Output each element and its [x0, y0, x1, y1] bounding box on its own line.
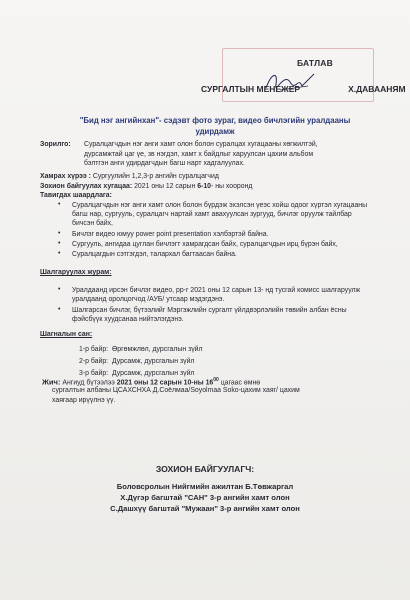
bullet-icon: • [58, 250, 61, 257]
organizers-heading: ЗОХИОН БАЙГУУЛАГЧ: [155, 464, 255, 474]
award-prize: Дурсамж, дурсгалын зүйл [111, 358, 195, 365]
submission-post: цагаас өмнө [218, 379, 261, 387]
deadline-date: 2021 оны 12 сарын [134, 182, 196, 190]
scope-row [40, 172, 219, 181]
requirement-item-2: Бичлэг видео юмуу power point presentation хэлбэртэй байна. [72, 230, 269, 238]
award-row-2 [79, 357, 194, 366]
award-prize: Өргөмжлөл, дурсгалын зүйл [111, 346, 203, 353]
submission-label: Жич: [42, 377, 61, 387]
goal-label: Зорилго: [40, 141, 71, 148]
approval-title: БАТЛАВ [297, 58, 333, 68]
submission-line-3: хаягаар ирүүлнэ үү. [52, 397, 116, 404]
deadline-suffix: - ны хооронд [211, 182, 253, 190]
award-prize: Дурсамж, дурсгалын зүйл [111, 370, 195, 377]
scope-label: Хамрах хүрээ : [40, 173, 91, 180]
deadline-label: Зохион байгуулах хугацаа: [40, 182, 133, 190]
goal-line-2: дурсамжтай цаг үе, зв нэгдэл, хамт х байдлыг харуулсан цахим альбом [84, 150, 314, 158]
approval-line [201, 84, 406, 94]
scope-text: Сургуулийн 1,2,3-р ангийн суралцагчид [92, 173, 219, 180]
deadline-days: 6-10 [197, 182, 212, 190]
award-row-1 [79, 345, 203, 354]
approval-position: СУРГАЛТЫН МЕНЕЖЕР [201, 84, 301, 94]
bullet-icon: • [58, 240, 61, 247]
requirement-item-1: Суралцагчдын нэг анги хамт олон болон бүрдэж эхэлсэн үеэс хойш одоог хүртэл хугацааны багш нар, сургууль, суралцагч нартай хамт авахуулсан зургууд, бичлэг оруулж тайлбар бичсэн байх, [72, 201, 368, 228]
award-place: 1-р байр: [79, 346, 109, 353]
submission-line-2: сургалтын албаны ЦСАХСНХА Д.Соёлмаа/Soyolmaa Soko-цахим хаяг/ цахим [52, 387, 300, 394]
organizer-line-3: С.Дашхүү багштай "Мужаан" 3-р ангийн хамт олон [110, 504, 300, 513]
requirements-heading: Тавигдах шаардлага: [40, 192, 112, 199]
submission-pre: Ангиуд бүтээлээ [62, 379, 115, 387]
bullet-icon: • [58, 230, 61, 237]
submission-sup: 00 [213, 377, 219, 383]
award-place: 3-р байр: [79, 370, 109, 377]
goal-line-3: бэлтгэн анги удирдагчдын багш нарт хадгалуулах. [84, 160, 245, 167]
evaluation-item-2: Шалгарсан бичлэг, бүтээлийг Мэргэжлийн сургалт үйлдвэрлэлийн төвийн албан ёсны фэйсбүүк хуудсанаа нийтэлэгдэнэ. [72, 306, 347, 323]
awards-heading: Шагналын сан: [40, 331, 93, 338]
approval-name: Х.ДАВААНЯМ [348, 84, 406, 94]
evaluation-item-1: Уралдаанд ирсэн бичлэг видео, рр-г 2021 оны 12 сарын 13- нд тусгай комисс шалгаруулж уралдаанд оролцогчод /АУБ/ утсаар мэдэгдэнэ. [72, 286, 361, 303]
evaluation-heading: Шалгаруулах журам: [40, 269, 112, 276]
deadline-row [40, 182, 252, 191]
organizer-line-1: Боловсролын Нийгмийн ажилтан Б.Төвжаргал [116, 482, 294, 491]
requirement-item-4: Суралцагдын сэтгэгдэл, талархал багтаасан байна. [72, 250, 237, 258]
bullet-icon: • [58, 201, 61, 208]
requirement-item-3: Сургууль, ангидаа цуглан бичлэгт хамрагдсан байх, суралцагчдын ирц бүрэн байх, [72, 240, 338, 248]
submission-date: 2021 оны 12 сарын 10-ны 16 [116, 379, 214, 387]
organizer-line-2: Х.Дүгэр багштай "САН" 3-р ангийн хамт олон [120, 493, 290, 502]
bullet-icon: • [58, 286, 61, 293]
award-place: 2-р байр: [79, 358, 109, 365]
goal-line-1: Суралцагчдын нэг анги хамт олон болон суралцах хугацааны хөгжилтэй, [84, 141, 318, 148]
bullet-icon: • [58, 306, 61, 313]
document-title: "Бид нэг ангийнхан"- сэдэвт фото зураг, видео бичлэгийн уралдааны удирдамж [79, 116, 351, 136]
